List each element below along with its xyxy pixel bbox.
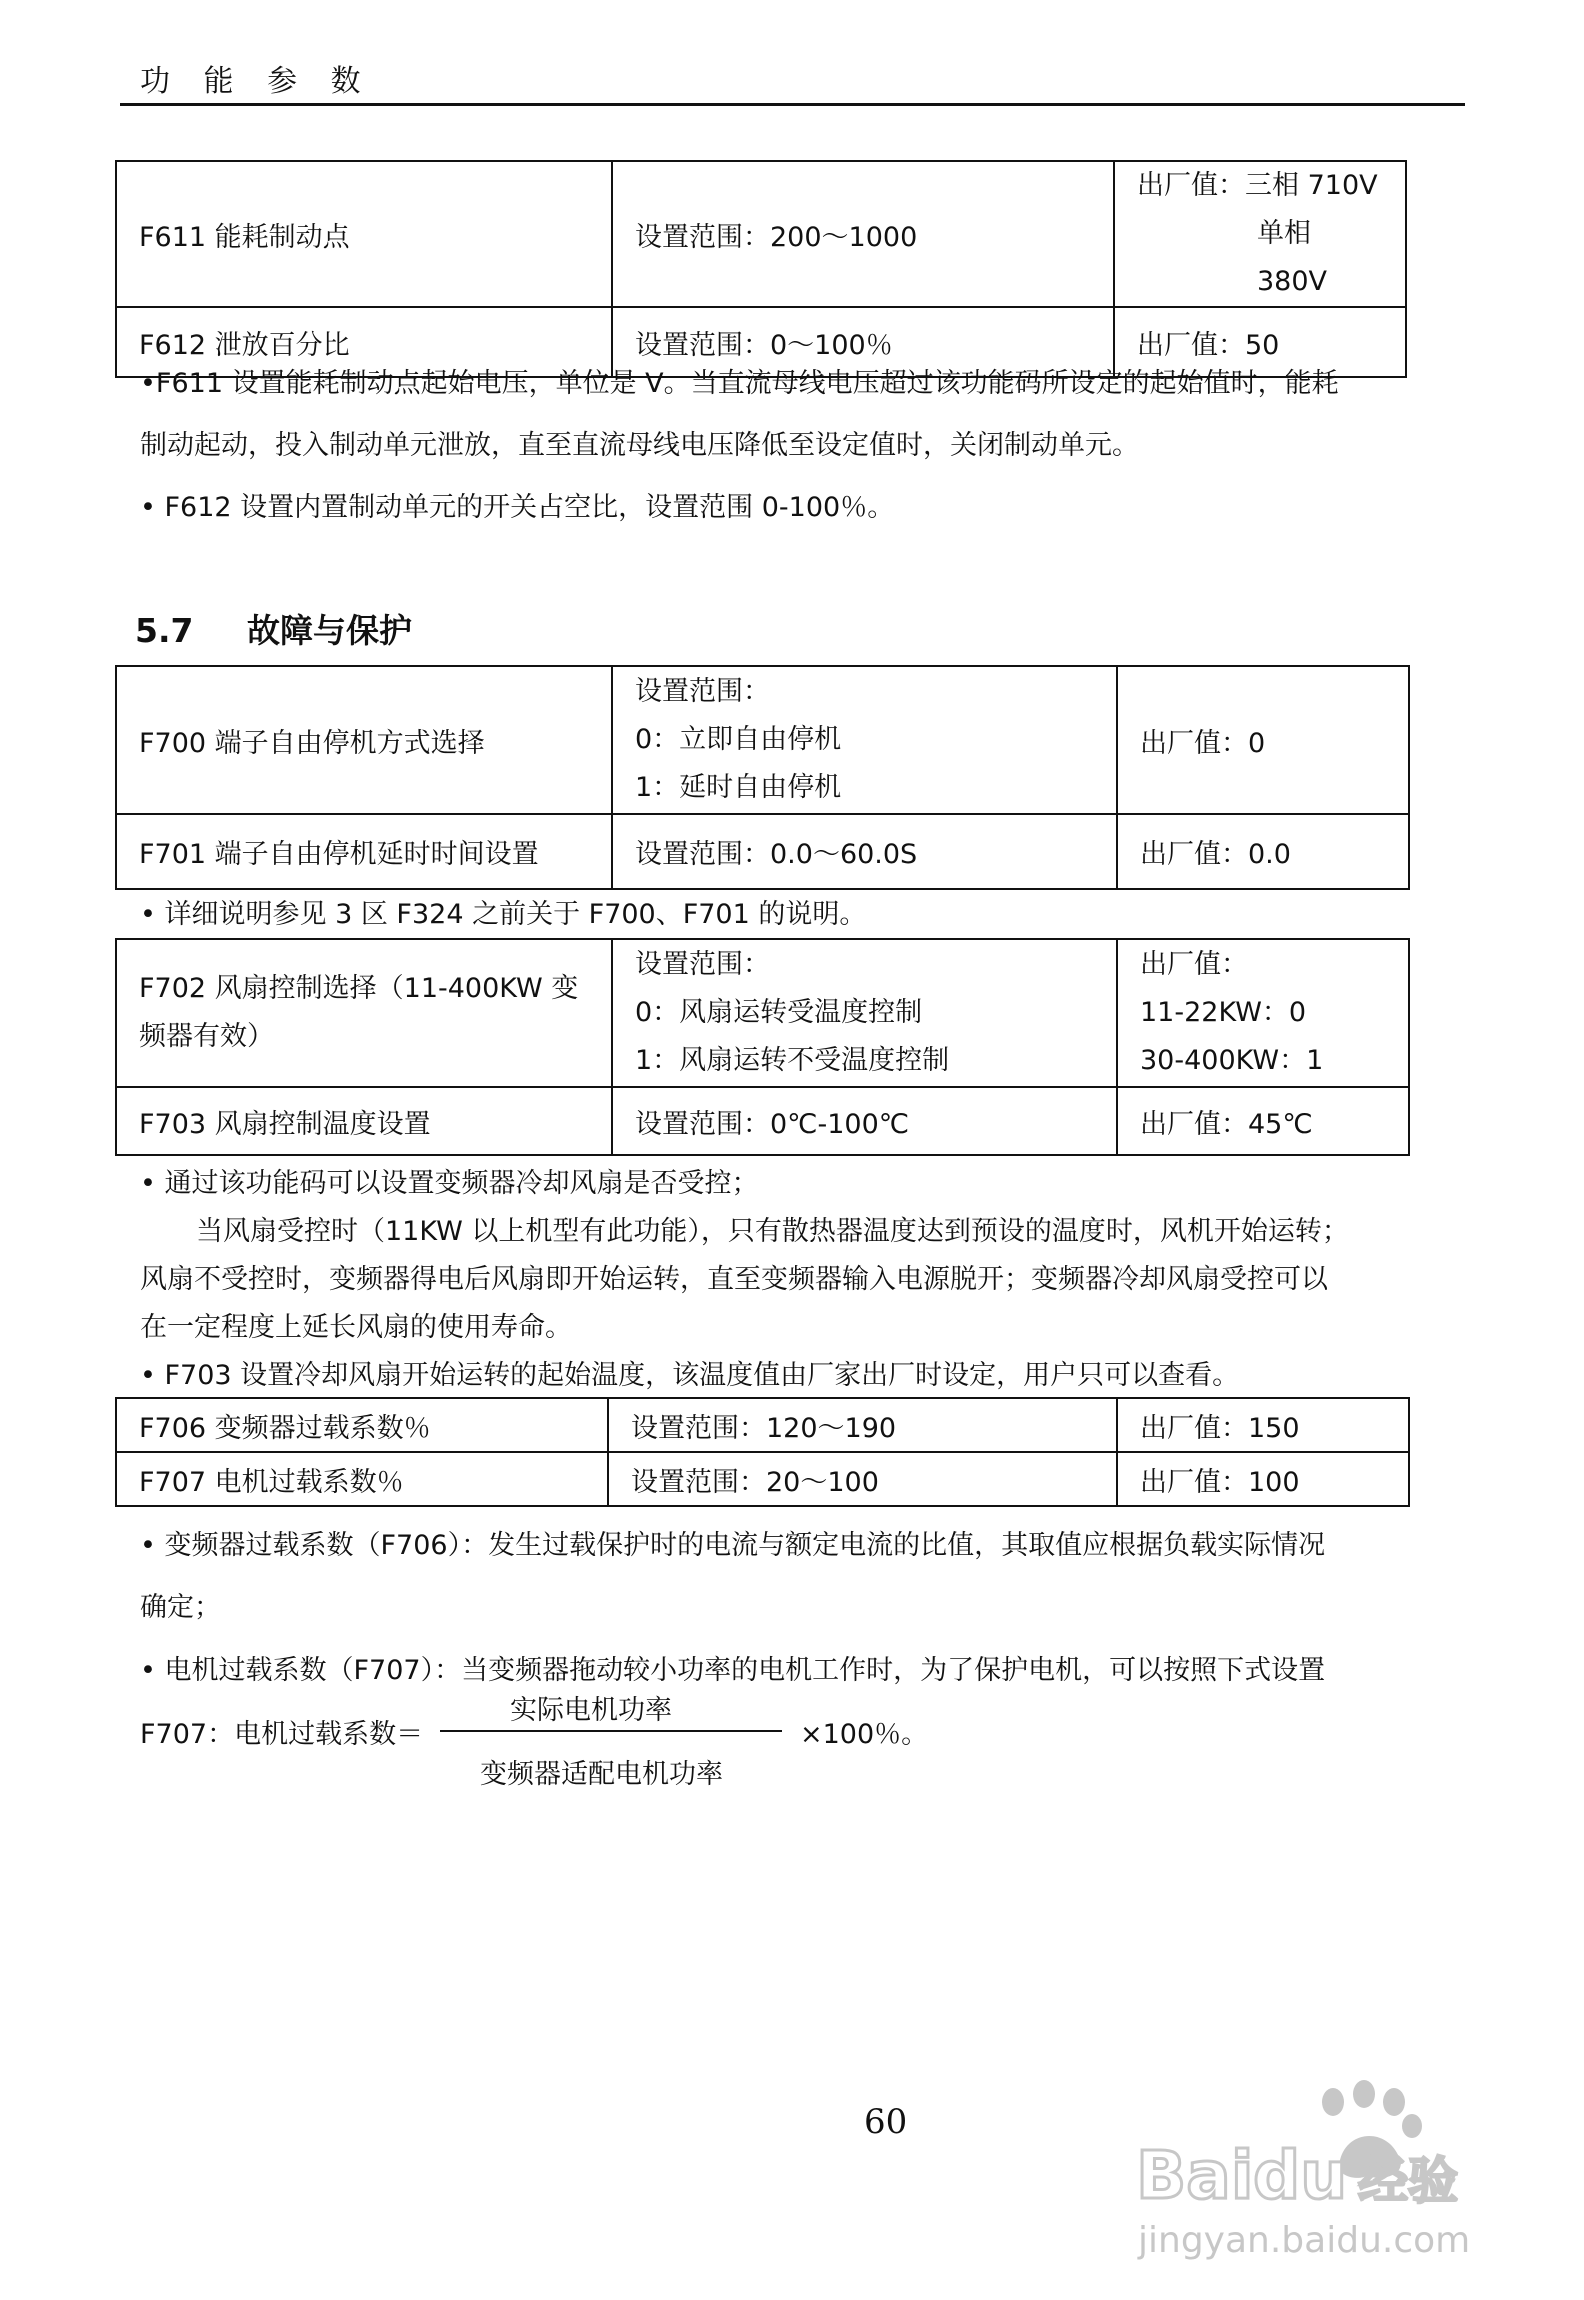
section-title: 故障与保护 <box>247 611 412 650</box>
note-fan-line1: • 通过该功能码可以设置变频器冷却风扇是否受控； <box>140 1168 759 1199</box>
section-heading <box>135 605 412 652</box>
params-table-f702-f703 <box>115 938 1410 1156</box>
factory-value-line: 11-22KW：0 <box>1140 997 1307 1028</box>
params-table-f611-f612 <box>115 160 1407 378</box>
factory-value-line: 出厂值：三相 710V <box>1137 170 1378 201</box>
note-f707: • 电机过载系数（F707）：当变频器拖动较小功率的电机工作时，为了保护电机，可以按照下式设置 <box>140 1655 1326 1686</box>
svg-text:du: du <box>1253 2137 1348 2214</box>
fraction-bar <box>440 1730 782 1732</box>
param-range-cell <box>612 939 1117 1087</box>
formula-numerator: 实际电机功率 <box>510 1695 672 1726</box>
formula-suffix: ×100％。 <box>800 1719 929 1750</box>
param-factory-cell: 出厂值：0 <box>1117 666 1409 814</box>
table-row <box>116 939 1409 1087</box>
svg-text:经验: 经验 <box>1358 2152 1458 2210</box>
note-fan-line2: 当风扇受控时（11KW 以上机型有此功能），只有散热器温度达到预设的温度时，风机开始运转； <box>196 1216 1349 1247</box>
svg-text:Bai: Bai <box>1136 2137 1254 2214</box>
factory-value-line: 30-400KW：1 <box>1140 1045 1324 1076</box>
param-code-cell: F701 端子自由停机延时时间设置 <box>116 814 612 889</box>
param-range-cell: 设置范围：20～100 <box>608 1452 1117 1506</box>
page-number: 60 <box>864 2102 908 2142</box>
page-header-title: 功 能 参 数 <box>140 64 373 99</box>
baidu-jingyan-watermark-logo <box>1128 2070 1508 2270</box>
param-factory-cell <box>1114 161 1406 307</box>
code-line: F702 风扇控制选择（11-400KW 变 <box>139 973 579 1004</box>
section-number: 5.7 <box>135 611 194 650</box>
note-fan-line3: 风扇不受控时，变频器得电后风扇即开始运转，直至变频器输入电源脱开；变频器冷却风扇受控可以 <box>140 1264 1328 1295</box>
param-code-cell: F703 风扇控制温度设置 <box>116 1087 612 1155</box>
table-row <box>116 1398 1409 1452</box>
param-range-cell <box>612 666 1117 814</box>
param-factory-cell: 出厂值：0.0 <box>1117 814 1409 889</box>
param-range-cell: 设置范围：200～1000 <box>612 161 1114 307</box>
note-f703: • F703 设置冷却风扇开始运转的起始温度，该温度值由厂家出厂时设定，用户只可以查看。 <box>140 1360 1240 1391</box>
note-f611-line2: 制动起动，投入制动单元泄放，直至直流母线电压降低至设定值时，关闭制动单元。 <box>140 430 1139 461</box>
param-code-cell: F700 端子自由停机方式选择 <box>116 666 612 814</box>
param-code-cell: F612 泄放百分比 <box>116 307 612 377</box>
range-line: 0：风扇运转受温度控制 <box>635 997 923 1028</box>
param-range-cell: 设置范围：120～190 <box>608 1398 1117 1452</box>
range-line: 设置范围： <box>635 676 770 707</box>
param-factory-cell: 出厂值：150 <box>1117 1398 1409 1452</box>
param-code-cell: F706 变频器过载系数％ <box>116 1398 608 1452</box>
table-row <box>116 666 1409 814</box>
param-factory-cell: 出厂值：50 <box>1114 307 1406 377</box>
param-factory-cell: 出厂值：45℃ <box>1117 1087 1409 1155</box>
factory-value-line: 出厂值： <box>1140 949 1248 980</box>
range-line: 1：风扇运转不受温度控制 <box>635 1045 950 1076</box>
note-f706-line1: • 变频器过载系数（F706）：发生过载保护时的电流与额定电流的比值，其取值应根据负载实际情况 <box>140 1530 1326 1561</box>
svg-text:jingyan.baidu.com: jingyan.baidu.com <box>1138 2220 1471 2261</box>
params-table-f706-f707 <box>115 1397 1410 1507</box>
formula-prefix: F707：电机过载系数＝ <box>140 1719 424 1750</box>
param-code-cell <box>116 939 612 1087</box>
param-factory-cell <box>1117 939 1409 1087</box>
range-line: 1：延时自由停机 <box>635 772 842 803</box>
param-range-cell: 设置范围：0.0～60.0S <box>612 814 1117 889</box>
note-f700-f701: • 详细说明参见 3 区 F324 之前关于 F700、F701 的说明。 <box>140 899 867 930</box>
note-fan-line4: 在一定程度上延长风扇的使用寿命。 <box>140 1312 572 1343</box>
header-divider <box>120 103 1465 106</box>
param-code-cell: F707 电机过载系数％ <box>116 1452 608 1506</box>
table-row <box>116 1087 1409 1155</box>
param-code-cell: F611 能耗制动点 <box>116 161 612 307</box>
param-range-cell: 设置范围：0℃-100℃ <box>612 1087 1117 1155</box>
table-row <box>116 1452 1409 1506</box>
table-row <box>116 161 1406 307</box>
code-line: 频器有效） <box>139 1021 274 1052</box>
param-range-cell: 设置范围：0～100％ <box>612 307 1114 377</box>
note-f706-line2: 确定； <box>140 1592 221 1623</box>
formula-denominator: 变频器适配电机功率 <box>480 1759 723 1790</box>
table-row <box>116 814 1409 889</box>
note-f611-line1: •F611 设置能耗制动点起始电压，单位是 V。当直流母线电压超过该功能码所设定的起始值时，能耗 <box>140 368 1339 399</box>
factory-value-line: 单相 380V <box>1257 218 1328 297</box>
note-f612: • F612 设置内置制动单元的开关占空比，设置范围 0-100％。 <box>140 492 895 523</box>
range-line: 0：立即自由停机 <box>635 724 842 755</box>
params-table-f700-f701 <box>115 665 1410 890</box>
param-factory-cell: 出厂值：100 <box>1117 1452 1409 1506</box>
range-line: 设置范围： <box>635 949 770 980</box>
